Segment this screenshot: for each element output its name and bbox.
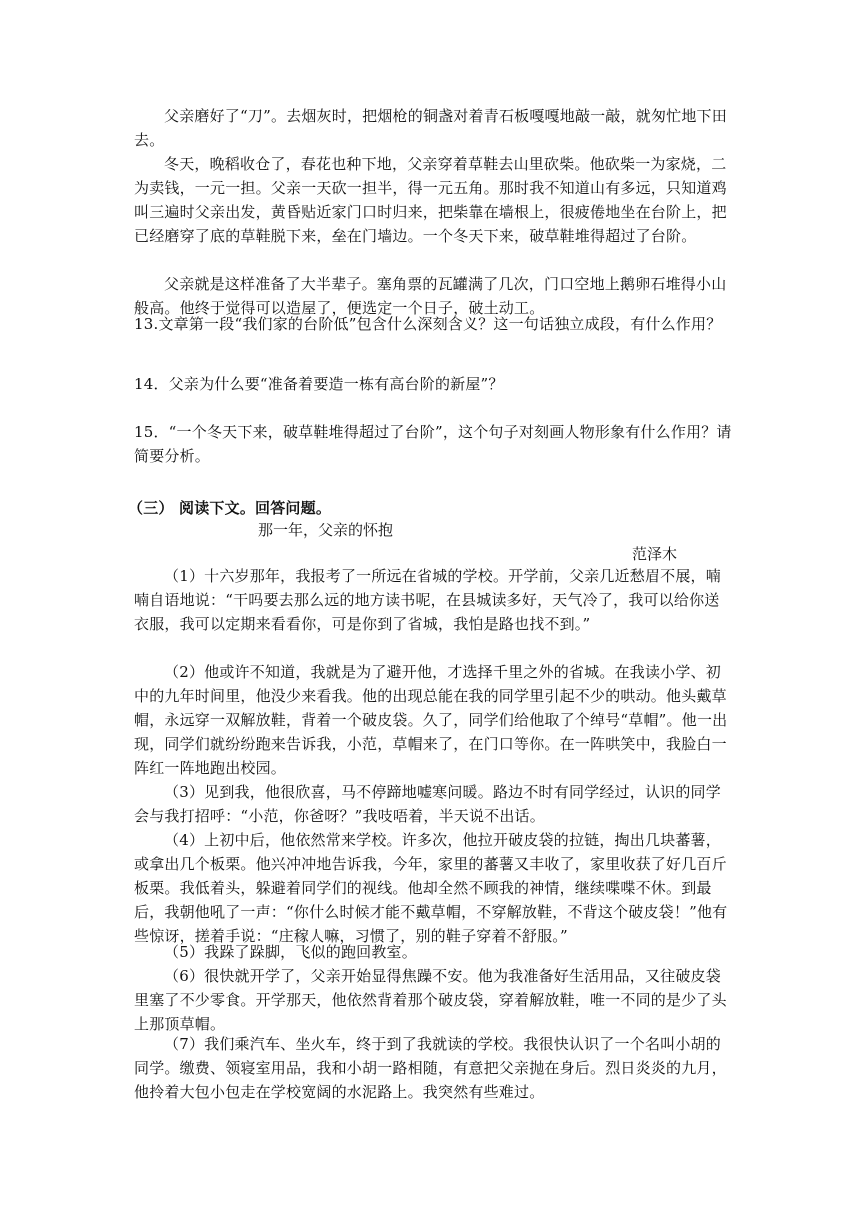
paragraph-knife: 父亲磨好了“刀”。去烟灰时，把烟枪的铜盏对着青石板嘎嘎地敲一敲，就匆忙地下田去。 [134, 107, 727, 149]
article-title: 那一年，父亲的怀抱 [258, 521, 394, 539]
article-author: 范泽木 [632, 545, 678, 563]
article-paragraph: （4）上初中后，他依然常来学校。许多次，他拉开破皮袋的拉链，掏出几块蕃薯，或拿出几个板栗。他兴冲冲地告诉我，今年，家里的蕃薯又丰收了，家里收获了好几百斤板栗。我低着头，躲避着同学们的视线。他却全然不顾我的神情，继续喋喋不休。到最后，我朝他吼了一声：“你什么时候才能不戴草帽，不穿解放鞋，不背这个破皮袋！”他有些惊讶，搓着手说：“庄稼人嘛，习惯了，别的鞋子穿着不舒服。” [134, 831, 728, 945]
paragraph-preparation: 父亲就是这样准备了大半辈子。塞角票的瓦罐满了几次，门口空地上鹅卵石堆得小山般高。他终于觉得可以造屋了，便选定一个日子，破土动工。 [134, 275, 727, 317]
question-15: 15．“一个冬天下来，破草鞋堆得超过了台阶”，这个句子对刻画人物形象有什么作用？请简要分析。 [134, 423, 732, 465]
article-paragraph: （6）很快就开学了，父亲开始显得焦躁不安。他为我准备好生活用品，又往破皮袋里塞了不少零食。开学那天，他依然背着那个破皮袋，穿着解放鞋，唯一不同的是少了头上那顶草帽。 [134, 967, 727, 1033]
article-paragraph: （7）我们乘汽车、坐火车，终于到了我就读的学校。我很快认识了一个名叫小胡的同学。缴费、领寝室用品，我和小胡一路相随，有意把父亲抛在身后。烈日炎炎的九月，他拎着大包小包走在学校宽阔的水泥路上。我突然有些难过。 [134, 1035, 727, 1101]
article-paragraph: （1）十六岁那年，我报考了一所远在省城的学校。开学前，父亲几近愁眉不展，喃喃自语地说：“干吗要去那么远的地方读书呢，在县城读多好，天气冷了，我可以给你送衣服，我可以定期来看看你，可是你到了省城，我怕是路也找不到。” [134, 567, 721, 633]
article-paragraph: （2）他或许不知道，我就是为了避开他，才选择千里之外的省城。在我读小学、初中的九年时间里，他没少来看我。他的出现总能在我的同学里引起不少的哄动。他头戴草帽，永远穿一双解放鞋，背着一个破皮袋。久了，同学们给他取了个绰号“草帽”。他一出现，同学们就纷纷跑来告诉我，小范，草帽来了，在门口等你。在一阵哄笑中，我脸白一阵红一阵地跑出校园。 [134, 663, 728, 777]
article-paragraph: （3）见到我，他很欣喜，马不停蹄地嘘寒问暖。路边不时有同学经过，认识的同学会与我打招呼：“小范，你爸呀？”我吱唔着，半天说不出话。 [134, 783, 721, 825]
section-heading: （三） 阅读下文。回答问题。 [128, 499, 332, 517]
question-14: 14．父亲为什么要“准备着要造一栋有高台阶的新屋”？ [134, 375, 504, 393]
article-paragraph: （5）我跺了跺脚，飞似的跑回教室。 [164, 943, 417, 961]
paragraph-winter: 冬天，晚稻收仓了，春花也种下地，父亲穿着草鞋去山里砍柴。他砍柴一为家烧，二为卖钱，一元一担。父亲一天砍一担半，得一元五角。那时我不知道山有多远，只知道鸡叫三遍时父亲出发，黄昏贴近家门口时归来，把柴靠在墙根上，很疲倦地坐在台阶上，把已经磨穿了底的草鞋脱下来，垒在门墙边。一个冬天下来，破草鞋堆得超过了台阶。 [134, 155, 727, 245]
question-13: 13.文章第一段“我们家的台阶低”包含什么深刻含义？这一句话独立成段，有什么作用？ [134, 315, 722, 333]
